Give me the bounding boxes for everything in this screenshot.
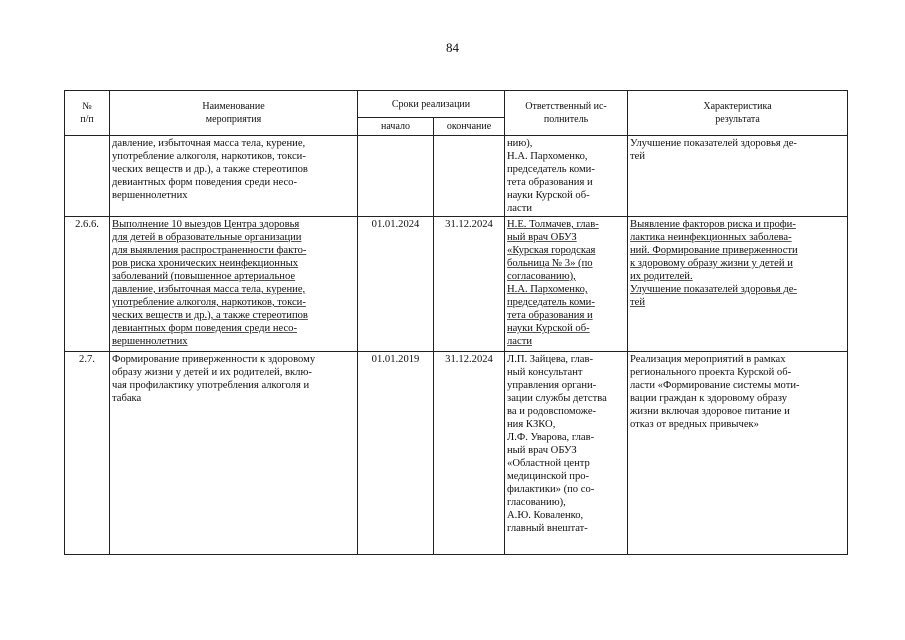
text-line: «Курская городская	[507, 245, 596, 256]
table-row	[65, 352, 848, 555]
text-line: давление, избыточная масса тела, курение,	[112, 138, 306, 149]
text-line: заболеваний (повышенное артериальное	[112, 271, 296, 282]
row-num: 2.7.	[65, 352, 110, 555]
text-line: Л.Ф. Уварова, глав-	[507, 432, 595, 443]
text-line: употребление алкоголя, наркотиков, токси-	[112, 297, 306, 308]
text-line: регионального проекта Курской об-	[630, 367, 792, 378]
header-terms: Сроки реализации	[358, 91, 505, 118]
text-line: ва и родовспоможе-	[507, 406, 597, 417]
text-line: ния КЗКО,	[507, 419, 556, 430]
text-line: чая профилактику употребления алкоголя и	[112, 380, 310, 391]
header-end: окончание	[434, 118, 505, 136]
text-line: тета образования и	[507, 177, 593, 188]
text-line: к здоровому образу жизни у детей и	[630, 258, 793, 269]
text-line: медицинской про-	[507, 471, 590, 482]
row-responsible	[505, 217, 628, 352]
text-line: образу жизни у детей и их родителей, вклю-	[112, 367, 312, 378]
text-line: вершеннолетних	[112, 336, 188, 347]
table-row	[65, 136, 848, 217]
text-line: их родителей.	[630, 271, 693, 282]
text-line: Выполнение 10 выездов Центра здоровья	[112, 219, 300, 230]
text-line: науки Курской об-	[507, 190, 590, 201]
text-line: тета образования и	[507, 310, 593, 321]
page-number: 84	[446, 40, 459, 55]
text-line: ласти «Формирование системы моти-	[630, 380, 800, 391]
row-end	[434, 136, 505, 217]
row-start	[358, 136, 434, 217]
row-name	[110, 217, 358, 352]
text-line: ный врач ОБУЗ	[507, 232, 577, 243]
text-line: гласованию),	[507, 497, 566, 508]
header-responsible: Ответственный ис- полнитель	[505, 91, 628, 136]
text-line: ласти	[507, 203, 533, 214]
text-line: управления органи-	[507, 380, 597, 391]
header-num: № п/п	[65, 91, 110, 136]
header-name: Наименование мероприятия	[110, 91, 358, 136]
text-line: давление, избыточная масса тела, курение,	[112, 284, 306, 295]
text-line: ний. Формирование приверженности	[630, 245, 798, 256]
text-line: ческих веществ и др.), а также стереотипов	[112, 164, 308, 175]
row-name	[110, 136, 358, 217]
text-line: употребление алкоголя, наркотиков, токси-	[112, 151, 306, 162]
text-line: председатель коми-	[507, 164, 595, 175]
text-line: Н.Е. Толмачев, глав-	[507, 219, 599, 230]
row-result	[628, 352, 848, 555]
text-line: Реализация мероприятий в рамках	[630, 354, 786, 365]
text-line: вершеннолетних	[112, 190, 188, 201]
text-line: согласованию),	[507, 271, 576, 282]
text-line: Улучшение показателей здоровья де-	[630, 138, 797, 149]
text-line: девиантных форм поведения среди несо-	[112, 177, 297, 188]
text-line: для детей в образовательные организации	[112, 232, 302, 243]
text-line: А.Ю. Коваленко,	[507, 510, 584, 521]
row-responsible	[505, 136, 628, 217]
row-num: 2.6.6.	[65, 217, 110, 352]
table-row	[65, 217, 848, 352]
text-line: жизни включая здоровое питание и	[630, 406, 790, 417]
header-result: Характеристика результата	[628, 91, 848, 136]
text-line: отказ от вредных привычек»	[630, 419, 759, 430]
text-line: председатель коми-	[507, 297, 595, 308]
text-line: табака	[112, 393, 142, 404]
text-line: вации граждан к здоровому образу	[630, 393, 787, 404]
events-table	[64, 90, 848, 555]
row-name	[110, 352, 358, 555]
text-line: зации службы детства	[507, 393, 607, 404]
row-end: 31.12.2024	[434, 352, 505, 555]
row-start: 01.01.2024	[358, 217, 434, 352]
row-responsible	[505, 352, 628, 555]
text-line: для выявления распространенности факто-	[112, 245, 307, 256]
text-line: тей	[630, 151, 646, 162]
text-line: нию),	[507, 138, 533, 149]
text-line: науки Курской об-	[507, 323, 590, 334]
text-line: Формирование приверженности к здоровому	[112, 354, 316, 365]
row-result	[628, 136, 848, 217]
header-start: начало	[358, 118, 434, 136]
text-line: Улучшение показателей здоровья де-	[630, 284, 797, 295]
text-line: ров риска хронических неинфекционных	[112, 258, 299, 269]
row-result	[628, 217, 848, 352]
text-line: Н.А. Пархоменко,	[507, 151, 588, 162]
text-line: ный консультант	[507, 367, 583, 378]
text-line: ческих веществ и др.), а также стереотипов	[112, 310, 308, 321]
text-line: «Областной центр	[507, 458, 590, 469]
text-line: ный врач ОБУЗ	[507, 445, 577, 456]
text-line: главный внештат-	[507, 523, 588, 534]
text-line: ласти	[507, 336, 533, 347]
text-line: филактики» (по со-	[507, 484, 595, 495]
text-line: Н.А. Пархоменко,	[507, 284, 588, 295]
text-line: тей	[630, 297, 646, 308]
row-start: 01.01.2019	[358, 352, 434, 555]
text-line: Л.П. Зайцева, глав-	[507, 354, 594, 365]
row-num	[65, 136, 110, 217]
text-line: девиантных форм поведения среди несо-	[112, 323, 297, 334]
row-end: 31.12.2024	[434, 217, 505, 352]
text-line: Выявление факторов риска и профи-	[630, 219, 796, 230]
text-line: больница № 3» (по	[507, 258, 593, 269]
text-line: лактика неинфекционных заболева-	[630, 232, 792, 243]
